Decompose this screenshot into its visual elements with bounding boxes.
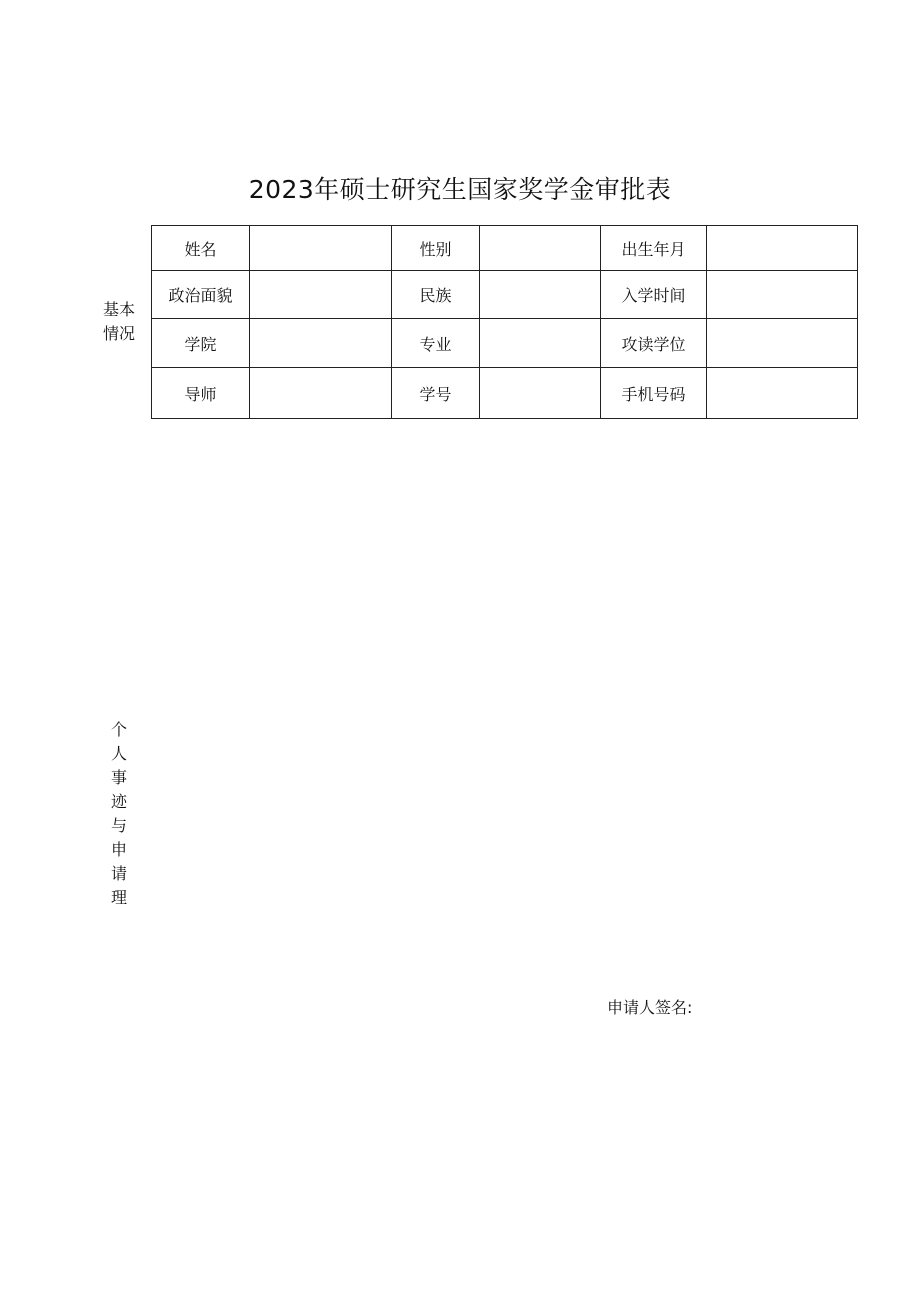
birth-date-label: 出生年月 xyxy=(601,226,707,271)
personal-label-char: 人 xyxy=(110,744,127,763)
advisor-label: 导师 xyxy=(152,368,250,419)
student-id-label: 学号 xyxy=(392,368,480,419)
name-value-cell[interactable] xyxy=(250,226,392,271)
gender-value-cell[interactable] xyxy=(480,226,601,271)
personal-label-char: 个 xyxy=(110,720,127,739)
personal-deeds-section-label xyxy=(104,718,134,907)
table-row xyxy=(152,271,858,319)
advisor-value-cell[interactable] xyxy=(250,368,392,419)
ethnicity-value-cell[interactable] xyxy=(480,271,601,319)
applicant-signature-label: 申请人签名: xyxy=(607,998,693,1017)
college-label: 学院 xyxy=(152,319,250,368)
college-value-cell[interactable] xyxy=(250,319,392,368)
table-row xyxy=(152,368,858,419)
ethnicity-label: 民族 xyxy=(392,271,480,319)
political-status-label: 政治面貌 xyxy=(152,271,250,319)
phone-label: 手机号码 xyxy=(601,368,707,419)
table-row xyxy=(152,226,858,271)
personal-label-char: 请 xyxy=(110,864,127,883)
birth-date-value-cell[interactable] xyxy=(707,226,858,271)
personal-label-char: 事 xyxy=(110,768,127,787)
student-id-value-cell[interactable] xyxy=(480,368,601,419)
personal-label-char: 迹 xyxy=(110,792,127,811)
major-label: 专业 xyxy=(392,319,480,368)
political-status-value-cell[interactable] xyxy=(250,271,392,319)
personal-label-char: 理 xyxy=(110,888,127,907)
enrollment-date-value-cell[interactable] xyxy=(707,271,858,319)
basic-info-label-line1: 基本 xyxy=(102,300,135,319)
page-title: 2023年硕士研究生国家奖学金审批表 xyxy=(248,175,672,204)
degree-label: 攻读学位 xyxy=(601,319,707,368)
major-value-cell[interactable] xyxy=(480,319,601,368)
enrollment-date-label: 入学时间 xyxy=(601,271,707,319)
phone-value-cell[interactable] xyxy=(707,368,858,419)
degree-value-cell[interactable] xyxy=(707,319,858,368)
personal-label-char: 申 xyxy=(110,840,127,859)
basic-info-table xyxy=(151,225,858,419)
basic-info-section-label xyxy=(96,298,142,346)
table-row xyxy=(152,319,858,368)
basic-info-label-line2: 情况 xyxy=(102,324,135,343)
gender-label: 性别 xyxy=(392,226,480,271)
personal-label-char: 与 xyxy=(110,816,127,835)
name-label: 姓名 xyxy=(152,226,250,271)
